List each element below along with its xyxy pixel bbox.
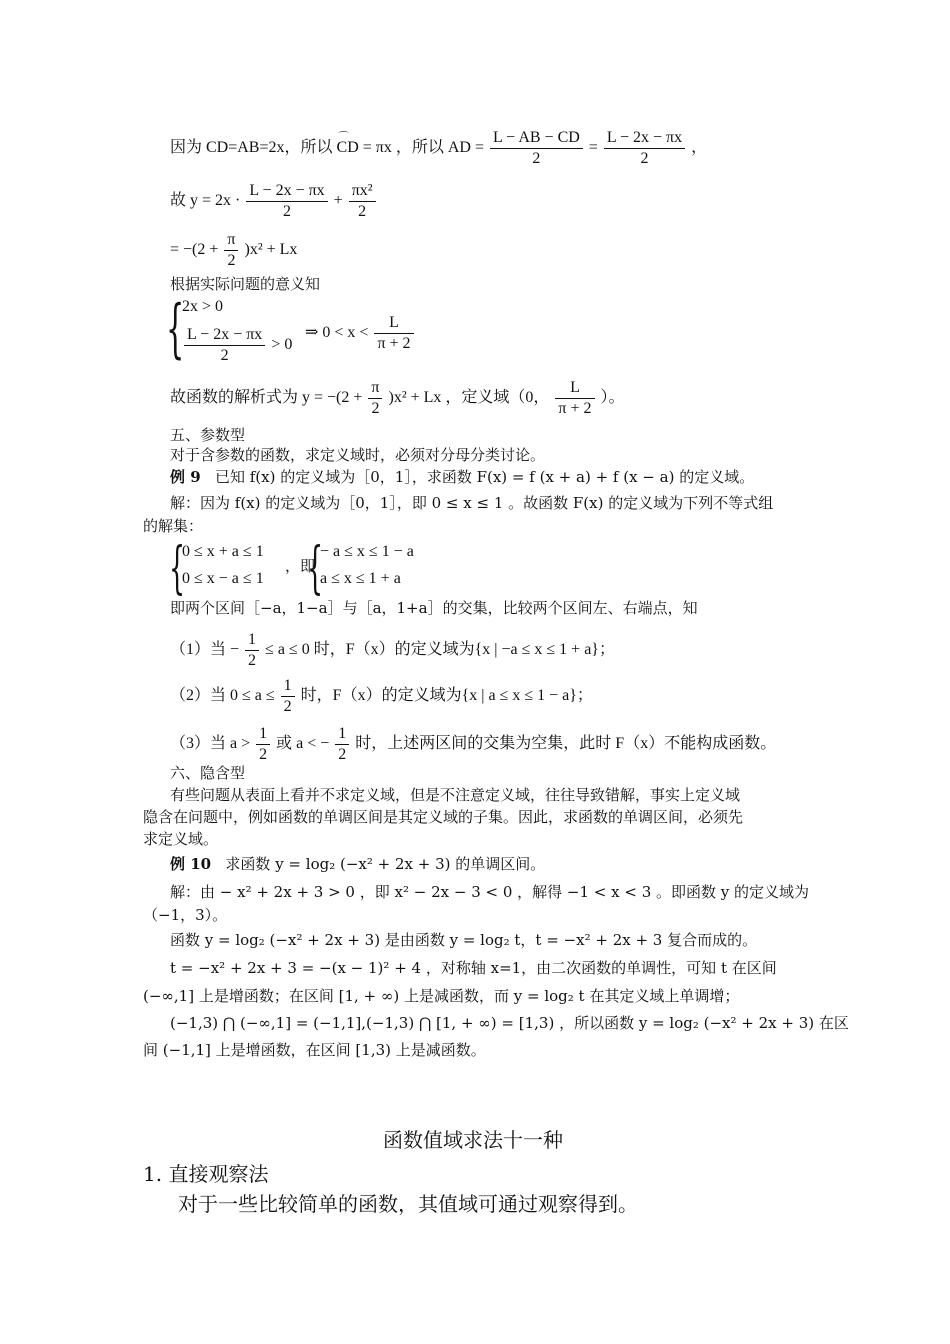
analytic-expression [170, 378, 625, 419]
paragraph: 对于一些比较简单的函数，其值域可通过观察得到。 [178, 1192, 638, 1216]
fraction [281, 676, 295, 717]
text: （2）当 0 ≤ a ≤ [170, 687, 275, 705]
text: 时，F（x）的定义域为{x | a ≤ x ≤ 1 − a}； [300, 687, 593, 705]
fraction [604, 128, 685, 169]
denominator: 2 [259, 746, 268, 763]
system-line-1: − a ≤ x ≤ 1 − a [320, 543, 414, 560]
example-9 [170, 467, 754, 487]
arc-cd: ⌒ CD [337, 138, 359, 158]
system-line-2 [182, 325, 292, 366]
text: = [588, 139, 602, 157]
section-heading: 六、隐含型 [170, 764, 246, 782]
denominator: 2 [248, 652, 257, 669]
left-brace: { [169, 536, 186, 601]
denominator: 2 [640, 150, 649, 167]
text: （3）当 a > [170, 735, 251, 753]
paragraph: 根据实际问题的意义知 [170, 275, 321, 293]
equation-y [170, 181, 378, 222]
denominator: π + 2 [377, 335, 411, 352]
paragraph: 的解集： [143, 517, 204, 535]
text: )x² + Lx ，定义域（0， [388, 389, 550, 407]
numerator: L − AB − CD [490, 128, 583, 149]
left-brace: { [307, 536, 324, 601]
example-label: 例 10 [170, 855, 212, 873]
fraction [184, 325, 265, 366]
denominator: 2 [283, 698, 292, 715]
text: ≤ a ≤ 0 时，F（x）的定义域为{x | −a ≤ x ≤ 1 + a}； [265, 641, 615, 659]
text: 因为 CD=AB=2x，所以 [170, 139, 333, 157]
paragraph: 函数 y = log₂ (−x² + 2x + 3) 是由函数 y = log₂ t，t = −x² + 2x + 3 复合而成的。 [170, 931, 758, 949]
text: + [333, 192, 347, 210]
numerator: L − 2x − πx [246, 181, 327, 202]
text: 已知 f(x) 的定义域为［0，1］，求函数 F(x) = f (x + a) + f (x − a) 的定义域。 [214, 468, 755, 486]
paragraph: (−1,3) ⋂ (−∞,1] = (−1,1],(−1,3) ⋂ [1, + ∞) = [1,3) ，所以函数 y = log₂ (−x² + 2x + 3) 在区 [170, 1014, 849, 1032]
paragraph: 有些问题从表面上看并不求定义域，但是不注意定义域，往往导致错解，事实上定义域 [170, 786, 741, 804]
paragraph: （−1，3）。 [143, 906, 228, 924]
text: 故函数的解析式为 y = −(2 + [170, 389, 363, 407]
numerator: 1 [256, 724, 270, 745]
system-line-2: a ≤ x ≤ 1 + a [320, 570, 401, 587]
equation-ad [170, 128, 707, 169]
fraction [368, 378, 382, 419]
denominator: 2 [227, 252, 236, 269]
text: ）。 [600, 389, 625, 407]
denominator: 2 [283, 203, 292, 220]
text: ，即 [285, 557, 316, 575]
text: （1）当 − [170, 641, 240, 659]
denominator: π + 2 [558, 400, 592, 417]
text: 求函数 y = log₂ (−x² + 2x + 3) 的单调区间。 [225, 855, 546, 873]
case-2 [170, 676, 593, 717]
text: = πx ，所以 AD = [362, 139, 488, 157]
paragraph: 解：由 − x² + 2x + 3 > 0 ，即 x² − 2x − 3 < 0 ，解得 −1 < x < 3 。即函数 y 的定义域为 [170, 883, 810, 901]
denominator: 2 [371, 400, 380, 417]
numerator: π [224, 230, 238, 251]
paragraph: 即两个区间［−a，1−a］与［a，1+a］的交集，比较两个区间左、右端点，知 [170, 599, 698, 617]
fraction [555, 378, 594, 419]
numerator: 1 [245, 630, 259, 651]
text: = −(2 + [170, 241, 219, 259]
paragraph: 对于含参数的函数，求定义域时，必须对分母分类讨论。 [170, 446, 546, 464]
numerator: πx² [349, 181, 376, 202]
fraction [256, 724, 270, 765]
fraction [490, 128, 583, 169]
paragraph: (−∞,1] 上是增函数；在区间 [1, + ∞) 上是减函数，而 y = log₂ t 在其定义域上单调增； [143, 987, 740, 1005]
fraction [245, 630, 259, 671]
numerator: L − 2x − πx [184, 325, 265, 346]
numerator: 1 [281, 676, 295, 697]
text: 时，上述两区间的交集为空集，此时 F（x）不能构成函数。 [355, 735, 777, 753]
text: ⇒ 0 < x < [305, 324, 369, 342]
left-brace: { [166, 292, 185, 366]
denominator: 2 [338, 746, 347, 763]
fraction [246, 181, 327, 222]
page-title: 函数值域求法十一种 [383, 1128, 563, 1152]
case-1 [170, 630, 615, 671]
numerator: π [368, 378, 382, 399]
denominator: 2 [220, 347, 229, 364]
equation-y-simplified [170, 230, 297, 271]
denominator: 2 [532, 150, 541, 167]
numerator: L [555, 378, 594, 399]
system-line-1: 2x > 0 [182, 298, 224, 315]
system-line-1: 0 ≤ x + a ≤ 1 [182, 543, 264, 560]
fraction [349, 181, 376, 222]
paragraph: 间 (−1,1] 上是增函数，在区间 [1,3) 上是减函数。 [143, 1041, 486, 1059]
text: )x² + Lx [244, 241, 298, 259]
numerator: L [374, 313, 413, 334]
example-label: 例 9 [170, 468, 201, 486]
fraction [335, 724, 349, 765]
implication [305, 313, 416, 354]
text: ， [691, 139, 708, 157]
numerator: L − 2x − πx [604, 128, 685, 149]
fraction [224, 230, 238, 271]
text: 或 a < − [276, 735, 330, 753]
numerator: 1 [335, 724, 349, 745]
example-10 [170, 854, 545, 874]
section-heading: 1. 直接观察法 [143, 1162, 269, 1186]
case-3 [170, 724, 776, 765]
denominator: 2 [358, 203, 367, 220]
paragraph: 隐含在问题中，例如函数的单调区间是其定义域的子集。因此，求函数的单调区间，必须先 [143, 808, 744, 826]
paragraph: 解：因为 f(x) 的定义域为［0，1］，即 0 ≤ x ≤ 1 。故函数 F(x) 的定义域为下列不等式组 [170, 494, 774, 512]
paragraph: 求定义域。 [143, 830, 219, 848]
text: > 0 [271, 336, 293, 354]
fraction [374, 313, 413, 354]
text: 故 y = 2x · [170, 192, 241, 210]
paragraph: t = −x² + 2x + 3 = −(x − 1)² + 4 ，对称轴 x=1，由二次函数的单调性，可知 t 在区间 [170, 959, 777, 977]
section-heading: 五、参数型 [170, 426, 246, 444]
system-line-2: 0 ≤ x − a ≤ 1 [182, 570, 264, 587]
